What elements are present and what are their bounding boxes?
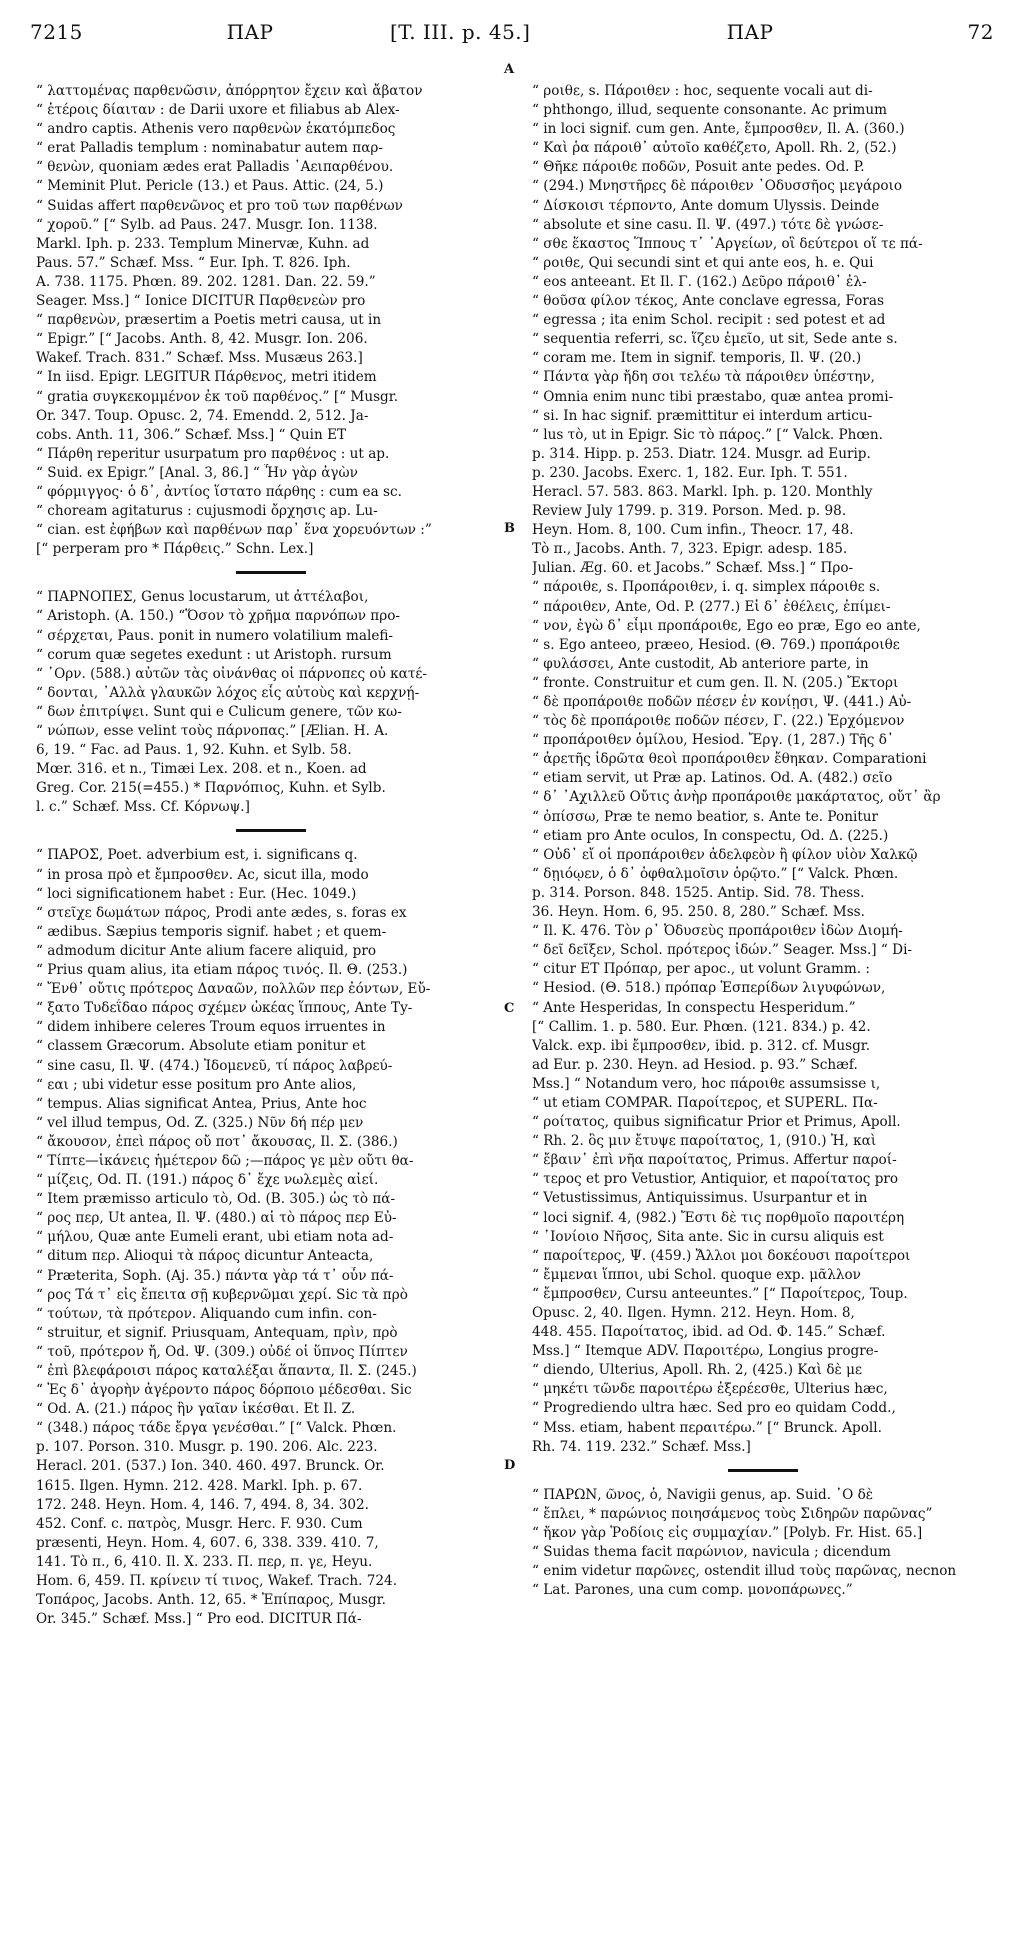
text-line: Seager. Mss.] “ Ionice DICITUR Παρθενεὼν pro (36, 293, 366, 310)
text-line: 36. Heyn. Hom. 6, 95. 250. 8, 280.” Schæf. Mss. (532, 904, 865, 921)
text-line: “ vel illud tempus, Od. Z. (325.) Νῦν δή πέρ μεν (36, 1114, 364, 1131)
text-line: Heyn. Hom. 8, 100. Cum infin., Theocr. 17, 48. (532, 522, 854, 539)
text-line: “ sequentia referri, sc. ἵζευ ἐμεῖο, ut sit, Sede ante s. (532, 331, 898, 348)
text-line: “ τοῦ, πρότερον ἤ, Od. Ψ. (309.) οὐδέ οἱ ὕπνος Πίπτεν (36, 1343, 408, 1360)
text-line: 6, 19. “ Fac. ad Paus. 1, 92. Kuhn. et Sylb. 58. (36, 742, 352, 759)
text-line: “ θοῦσα φίλον τέκος, Ante conclave egressa, Foras (532, 293, 884, 310)
text-line: Paus. 57.” Schæf. Mss. “ Eur. Iph. T. 826. Iph. (36, 254, 351, 271)
text-line: “ lus τὸ, ut in Epigr. Sic τὸ πάρος.” [“ Valck. Phœn. (532, 426, 883, 443)
text-line: A. 738. 1175. Phœn. 89. 202. 1281. Dan. 22. 59.” (36, 273, 376, 290)
margin-letter-b: B (504, 521, 515, 536)
text-line: “ Præterita, Soph. (Aj. 35.) πάντα γὰρ τά τ᾽ οὖν πά- (36, 1267, 394, 1284)
page-header (30, 20, 994, 60)
text-line: Wakef. Trach. 831.” Schæf. Mss. Musæus 263.] (36, 350, 363, 367)
text-line: “ σέρχεται, Paus. ponit in numero volatilium malefi- (36, 627, 394, 644)
text-line: “ etiam pro Ante oculos, In conspectu, Od. Δ. (225.) (532, 827, 889, 844)
text-line: “ φυλάσσει, Ante custodit, Ab anteriore parte, in (532, 655, 869, 672)
text-line: “ θενὼν, quoniam ædes erat Palladis ᾿Αειπαρθένου. (36, 159, 394, 176)
text-line: “ πάροιθε, s. Προπάροιθεν, i. q. simplex πάροιθε s. (532, 579, 881, 596)
text-line: Opusc. 2, 40. Ilgen. Hymn. 212. Heyn. Hom. 8, (532, 1305, 855, 1321)
text-line: “ σθε ἕκαστος Ἵππους τ᾽ ᾿Αργείων, οἳ δεύτεροι οἵ τε πά- (532, 235, 923, 252)
text-line: p. 107. Porson. 310. Musgr. p. 190. 206. Alc. 223. (36, 1439, 378, 1456)
entry-paros (36, 846, 506, 1629)
text-line: “ eos anteeant. Et Il. Γ. (162.) Δεῦρο πάροιθ᾽ ἐλ- (532, 273, 867, 290)
text-line: “ ροιθε, s. Πάροιθεν : hoc, sequente vocali aut di- (532, 83, 873, 99)
text-line: “ προπάροιθεν ὁμίλου, Hesiod. Ἔργ. (1, 287.) Τῆς δ᾽ (532, 732, 894, 749)
text-line: “ Ante Hesperidas, In conspectu Hesperidum.” (532, 999, 856, 1016)
text-line: “ ἔμπροσθεν, Cursu anteeuntes.” [“ Παροίτερος, Toup. (532, 1285, 908, 1302)
text-line: Or. 347. Toup. Opusc. 2, 74. Emendd. 2, 512. Ja- (36, 407, 369, 424)
text-line: “ μίζεις, Od. Π. (191.) πάρος δ᾽ ἔχε νωλεμὲς αἰεί. (36, 1172, 379, 1189)
text-line: “ egressa ; ita enim Schol. recipit : sed potest et ad (532, 312, 886, 329)
text-line: “ Aristoph. (A. 150.) “Ὅσον τὸ χρῆμα παρνόπων προ- (36, 608, 401, 625)
text-line: “ ἄκουσον, ἐπεὶ πάρος οὔ ποτ᾽ ἄκουσας, Il. Σ. (386.) (36, 1133, 398, 1150)
text-line: “ citur ET Πρόπαρ, per apoc., ut volunt Gramm. : (532, 961, 870, 978)
text-line: “ etiam servit, ut Præ ap. Latinos. Od. A. (482.) σεῖο (532, 770, 893, 787)
text-line: “ Οὐδ᾽ εἴ οἱ προπάροιθεν ἀδελφεὸν ἢ φίλον υἱὸν Χαλκῷ (532, 846, 918, 863)
text-line: “ coram me. Item in signif. temporis, Il. Ψ. (20.) (532, 350, 862, 367)
text-line: “ Meminit Plut. Pericle (13.) et Paus. Attic. (24, 5.) (36, 178, 384, 195)
text-line: “ ἀρετῆς ἱδρῶτα θεοὶ προπάροιθεν ἔθηκαν. Comparationi (532, 751, 927, 768)
text-line: 1615. Ilgen. Hymn. 212. 428. Markl. Iph. p. 67. (36, 1477, 363, 1494)
entry-paroithe (532, 82, 994, 1457)
text-line: “ sine casu, Il. Ψ. (474.) Ἰδομενεῦ, τί πάρος λαβρεύ- (36, 1057, 393, 1074)
text-line: “ Omnia enim nunc tibi præstabo, quæ antea promi- (532, 388, 894, 405)
text-line: “ Θῆκε πάροιθε ποδῶν, Posuit ante pedes. Od. P. (532, 159, 865, 176)
left-running-title: ΠΑΡ (226, 20, 274, 44)
text-line: “ παρθενὼν, præsertim a Poetis metri causa, ut in (36, 312, 382, 329)
text-line: Heracl. 201. (537.) Ion. 340. 460. 497. Brunck. Or. (36, 1458, 385, 1475)
text-line: 172. 248. Heyn. Hom. 4, 146. 7, 494. 8, 34. 302. (36, 1496, 369, 1513)
text-line: “ Vetustissimus, Antiquissimus. Usurpantur et in (532, 1190, 868, 1207)
text-line: “ choream agitaturus : cujusmodi ὄρχησις ap. Lu- (36, 503, 378, 520)
text-line: “ andro captis. Athenis vero παρθενὼν ἑκατόμπεδος (36, 121, 396, 138)
text-line: “ Mss. etiam, habent περαιτέρω.” [“ Brunck. Apoll. (532, 1419, 882, 1436)
text-line: “ Πάντα γὰρ ἤδη σοι τελέω τὰ πάροιθεν ὑπέστην, (532, 369, 875, 386)
text-line: “ στεῖχε δωμάτων πάρος, Prodi ante ædes, s. foras ex (36, 904, 407, 921)
text-line: “ enim videtur παρῶνες, ostendit illud τοὺς παρῶνας, necnon (532, 1563, 957, 1580)
text-line: “ ρος περ, Ut antea, Il. Ψ. (480.) αἱ τὸ πάρος περ Εὐ- (36, 1210, 397, 1227)
text-line: “ struitur, et signif. Priusquam, Antequam, πρὶν, πρὸ (36, 1324, 398, 1341)
text-line: “ Lat. Parones, una cum comp. μονοπάρωνες.” (532, 1582, 853, 1599)
entry-divider (728, 1469, 798, 1472)
text-line: “ admodum dicitur Ante alium facere aliquid, pro (36, 942, 377, 959)
text-line: Review July 1799. p. 319. Porson. Med. p. 98. (532, 503, 847, 520)
text-line: cobs. Anth. 11, 306.” Schæf. Mss.] “ Quin ET (36, 426, 347, 443)
entry-parthenon (36, 82, 506, 559)
text-line: “ εαι ; ubi videtur esse positum pro Ante alios, (36, 1076, 357, 1093)
text-line: “ ΠΑΡΝΟΠΕΣ, Genus locustarum, ut ἀττέλαβοι, (36, 589, 369, 606)
text-line: “ δὲ προπάροιθε ποδῶν πέσεν ἐν κονίῃσι, Ψ. (441.) Αὐ- (532, 694, 912, 710)
text-line: “ Epigr.” [“ Jacobs. Anth. 8, 42. Musgr. Ion. 206. (36, 331, 368, 348)
text-line: “ Od. A. (21.) πάρος ἣν γαῖαν ἱκέσθαι. Et Il. Z. (36, 1401, 356, 1418)
text-line: “ δ᾽ ᾿Αχιλλεῦ Οὔτις ἀνὴρ προπάροιθε μακάρτατος, οὔτ᾽ ἂρ (532, 789, 941, 806)
text-line: Hom. 6, 459. Π. κρίνειν τί τινος, Wakef. Trach. 724. (36, 1573, 398, 1590)
text-line: “ Suid. ex Epigr.” [Anal. 3, 86.] “ Ἦν γὰρ ἀγὼν (36, 464, 358, 481)
text-line: “ πάροιθεν, Ante, Od. P. (277.) Εἰ δ᾽ ἐθέλεις, ἐπίμει- (532, 598, 891, 615)
right-column-number: 72 (967, 20, 994, 44)
text-line: “ δονται, ᾽Αλλὰ γλαυκῶν λόχος εἷς αὐτοὺς καὶ κερχνῄ- (36, 684, 420, 701)
text-line: “ Rh. 2. ὃς μιν ἔτυψε παροίτατος, 1, (910.) Ἠ, καὶ (532, 1133, 877, 1150)
text-line: “ φόρμιγγος· ὁ δ᾽, ἀντίος ἵσταто πάρθης : cum ea sc. (36, 483, 402, 500)
text-line: Greg. Cor. 215(=455.) * Παρνόπιος, Kuhn. et Sylb. (36, 780, 386, 797)
text-line: “ ρος Τά τ᾽ εἰς ἔπειτα σῇ κυβερνῶμαι χερί. Sic τὰ πρὸ (36, 1286, 408, 1303)
text-line: “ ροίτατος, quibus significatur Prior et Primus, Apoll. (532, 1114, 901, 1131)
text-line: “ Πάρθη reperitur usurpatum pro παρθένος : ut ap. (36, 445, 390, 462)
text-line: “ s. Ego anteeo, præeo, Hesiod. (Θ. 769.) προπάροιθε (532, 636, 900, 653)
text-line: “ χοροῦ.” [“ Sylb. ad Paus. 247. Musgr. Ion. 1138. (36, 216, 378, 233)
margin-letter-c: C (504, 1001, 515, 1016)
text-line: “ ditum περ. Alioqui τὰ πάρος dicuntur Anteacta, (36, 1248, 374, 1265)
text-line: “ Item præmisso articulo τὸ, Od. (B. 305.) ὡς τὸ πά- (36, 1191, 396, 1208)
text-line: “ phthongo, illud, sequente consonante. Ac primum (532, 102, 887, 119)
text-line: Rh. 74. 119. 232.” Schæf. Mss.] (532, 1438, 751, 1455)
text-line: “ ἔβαιν᾽ ἐπὶ νῆα παροίτατος, Primus. Affertur παροί- (532, 1152, 897, 1169)
entry-divider (236, 571, 306, 574)
text-line: “ ὀπίσσω, Præ te nemo beatior, s. Ante te. Ponitur (532, 808, 879, 825)
text-line: Markl. Iph. p. 233. Templum Minervæ, Kuhn. ad (36, 235, 370, 252)
text-line: “ ξατο Τυδεΐδαο πάρος σχέμεν ὠκέας ἵππους, Ante Ty- (36, 1000, 413, 1017)
text-line: “ δων ἐπιτρίψει. Sunt qui e Culicum genere, τῶν κω- (36, 703, 402, 720)
text-line: p. 314. Hipp. p. 253. Diatr. 124. Musgr. ad Eurip. (532, 445, 871, 462)
text-line: “ τούτων, τὰ πρότερον. Aliquando cum infin. con- (36, 1305, 377, 1322)
text-line: “ classem Græcorum. Absolute etiam ponitur et (36, 1038, 366, 1055)
volume-page-reference: [T. III. p. 45.] (390, 20, 531, 44)
text-line: “ ΠΑΡΟΣ, Poet. adverbium est, i. significans q. (36, 847, 358, 864)
text-line: “ Suidas thema facit παρώνιον, navicula ; dicendum (532, 1544, 891, 1561)
text-line: “ ἤκον γὰρ Ῥοδίοις εἰς συμμαχίαν.” [Polyb. Fr. Hist. 65.] (532, 1524, 923, 1541)
text-line: “ ᾿Ορν. (588.) αὐτῶν τὰς οἰνάνθας οἱ πάρνοπες οὐ κατέ- (36, 665, 427, 682)
text-line: p. 314. Porson. 848. 1525. Antip. Sid. 78. Thess. (532, 884, 865, 901)
text-line: “ τερος et pro Vetustior, Antiquior, et παροίτατος pro (532, 1171, 899, 1188)
text-line: “ in loci signif. cum gen. Ante, ἔμπροσθεν, Il. A. (360.) (532, 121, 905, 138)
text-line: Τοπάρος, Jacobs. Anth. 12, 65. * Ἐπίπαρος, Musgr. (36, 1592, 386, 1609)
text-line: “ ut etiam COMPAR. Παροίτερος, et SUPERL. Πα- (532, 1094, 878, 1111)
text-line: “ νώπων, esse velint τοὺς πάρνοπας.” [Ælian. H. A. (36, 723, 389, 739)
text-line: [“ Callim. 1. p. 580. Eur. Phœn. (121. 834.) p. 42. (532, 1018, 871, 1035)
text-line: l. c.” Schæf. Mss. Cf. Κόρνωψ.] (36, 799, 250, 816)
text-line: “ ΠΑΡΩΝ, ῶνος, ὁ, Navigii genus, ap. Suid. ᾿Ο δὲ (532, 1486, 874, 1503)
text-line: “ absolute et sine casu. Il. Ψ. (497.) τότε δὲ γνώσε- (532, 216, 884, 233)
text-line: “ Τίπτε—ἱκάνεις ἡμέτερον δῶ ;—πάρος γε μὲν οὔτι θα- (36, 1152, 414, 1169)
text-line: Julian. Æg. 60. et Jacobs.” Schæf. Mss.] “ Προ- (532, 560, 854, 577)
text-line: “ Ἔνθ᾽ οὔτις πρότερος Δαναῶν, πολλῶν περ ἐόντων, Εὔ- (36, 981, 431, 998)
text-line: “ Δίσκοισι τέρποντο, Ante domum Ulyssis. Deinde (532, 197, 880, 214)
text-line: “ Il. K. 476. Τὸν ρ᾽ Ὀδυσεὺς προπάροιθεν ἰδὼν Διομή- (532, 923, 903, 940)
text-line: “ Καὶ ῥα πάροιθ᾽ αὐτοῖο καθέζετο, Apoll. Rh. 2, (52.) (532, 140, 897, 157)
text-line: “ ᾿Ιονίοιο Νῆσος, Sita ante. Sic in cursu aliquis est (532, 1228, 884, 1245)
text-line: [“ perperam pro * Πάρθεις.” Schn. Lex.] (36, 541, 314, 558)
text-line: “ παροίτερος, Ψ. (459.) Ἄλλοι μοι δοκέουσι παροίτεροι (532, 1247, 911, 1264)
text-line: “ μηκέτι τῶνδε παροιτέρω ἐξερέεσθε, Ulterius hæc, (532, 1381, 888, 1398)
text-line: “ cian. est ἐφήβων καὶ παρθένων παρ᾽ ἕνα χορευόντων :” (36, 522, 432, 539)
text-line: Or. 345.” Schæf. Mss.] “ Pro eod. DICITUR Πά- (36, 1611, 362, 1628)
text-line: “ λαττομένας παρθενῶσιν, ἀπόρρητον ἔχειν καὶ ἄβατον (36, 83, 423, 99)
entry-paron (532, 1486, 994, 1601)
margin-letter-d: D (504, 1458, 516, 1473)
right-column (532, 82, 994, 1600)
text-line: “ tempus. Alias significat Antea, Prius, Ante hoc (36, 1095, 367, 1112)
text-line: præsenti, Heyn. Hom. 4, 607. 6, 338. 339. 410. 7, (36, 1534, 379, 1551)
text-line: “ Progrediendo ultra hæc. Sed pro eo quidam Codd., (532, 1400, 896, 1417)
text-line: Mœr. 316. et n., Timæi Lex. 208. et n., Koen. ad (36, 761, 367, 778)
margin-letter-a: A (504, 62, 515, 77)
text-line: “ τὸς δὲ προπάροιθε ποδῶν πέσεν, Γ. (22.) Ἐρχόμενον (532, 713, 905, 730)
text-line: “ δῃιόῳεν, ὁ δ᾽ ὀφθαλμοῖσιν ὁρῷτο.” [“ Valck. Phœn. (532, 865, 899, 882)
text-line: p. 230. Jacobs. Exerc. 1, 182. Eur. Iph. T. 551. (532, 464, 848, 481)
right-running-title: ΠΑΡ (726, 20, 774, 44)
text-line: “ loci significationem habet : Eur. (Hec. 1049.) (36, 885, 357, 902)
text-line: Heracl. 57. 583. 863. Markl. Iph. p. 120. Monthly (532, 483, 873, 500)
text-line: Τὸ π., Jacobs. Anth. 7, 323. Epigr. adesp. 185. (532, 541, 848, 558)
text-line: “ Hesiod. (Θ. 518.) πρόπαρ Ἑσπερίδων λιγυφώνων, (532, 980, 886, 997)
text-line: “ loci signif. 4, (982.) Ἔστι δὲ τις πορθμοῖο παροιτέρη (532, 1209, 905, 1226)
text-line: “ erat Palladis templum : nominabatur autem παρ- (36, 140, 383, 157)
text-line: “ gratia συγκεκομμένον ἐκ τοῦ παρθένος.” [“ Musgr. (36, 388, 399, 405)
text-line: “ didem inhibere celeres Troum equos irruentes in (36, 1019, 386, 1036)
text-line: Valck. exp. ibi ἔμπροσθεν, ibid. p. 312. cf. Musgr. (532, 1037, 871, 1054)
text-line: ad Eur. p. 230. Heyn. ad Hesiod. p. 93.” Schæf. (532, 1056, 858, 1073)
entry-parnopes (36, 588, 506, 817)
text-line: “ μήλου, Quæ ante Eumeli erant, ubi etiam nota ad- (36, 1229, 394, 1246)
text-line: “ Prius quam alius, ita etiam πάρος τινός. Il. Θ. (253.) (36, 962, 408, 979)
text-line: “ Ἐς δ᾽ ἀγορὴν ἀγέροντο πάρος δόρποιο μέδεσθαι. Sic (36, 1382, 412, 1399)
text-line: 448. 455. Παροίτατος, ibid. ad Od. Φ. 145.” Schæf. (532, 1324, 886, 1341)
text-line: 452. Conf. c. πατρὸς, Musgr. Herc. F. 930. Cum (36, 1515, 363, 1532)
left-column (36, 82, 506, 1629)
left-column-number: 7215 (30, 20, 83, 44)
text-line: 141. Τὸ π., 6, 410. Il. X. 233. Π. περ, π. γε, Heyu. (36, 1553, 373, 1570)
text-line: “ νον, ἐγὼ δ᾽ εἶμι προπάροιθε, Ego eo præ, Ego eo ante, (532, 617, 921, 634)
text-line: “ in prosa πρὸ et ἔμπροσθεν. Ac, sicut illa, modo (36, 866, 369, 883)
text-line: “ In iisd. Epigr. LEGITUR Πάρθενος, metri itidem (36, 369, 377, 386)
text-line: “ ἐπὶ βλεφάροισι πάρος καταλέξαι ἅπαντα, Il. Σ. (245.) (36, 1363, 417, 1379)
text-line: Mss.] “ Notandum vero, hoc πάροιθε assumsisse ι, (532, 1075, 881, 1092)
text-line: “ corum quæ segetes exedunt : ut Aristoph. rursum (36, 646, 392, 663)
text-line: “ si. In hac signif. præmittitur ei interdum articu- (532, 407, 873, 424)
text-line: “ diendo, Ulterius, Apoll. Rh. 2, (425.) Καὶ δὲ με (532, 1362, 863, 1379)
text-line: Mss.] “ Itemque ADV. Παροιτέρω, Longius progre- (532, 1343, 879, 1360)
text-line: “ ædibus. Sæpius temporis signif. habet ; et quem- (36, 923, 387, 940)
text-line: “ (348.) πάρος τάδε ἔργα γενέσθαι.” [“ Valck. Phœn. (36, 1420, 397, 1437)
entry-divider (236, 829, 306, 832)
text-line: “ (294.) Μνηστῆρες δὲ πάροιθεν ᾿Οδυσσῆος μεγάροιο (532, 178, 903, 195)
text-line: “ ἔπλει, * παρώνιος ποιησάμενος τοὺς Σιδηρῶν παρῶνας” (532, 1505, 933, 1522)
text-line: “ ἑτέροις δίαιταν : de Darii uxore et filiabus ab Alex- (36, 102, 400, 119)
text-line: “ fronte. Construitur et cum gen. Il. N. (205.) Ἔκτορι (532, 674, 899, 691)
text-line: “ ἔμμεναι ἵπποι, ubi Schol. quoque exp. μᾶλλον (532, 1266, 861, 1283)
text-line: “ δεῖ δεῖξεν, Schol. πρότερος ἰδών.” Seager. Mss.] “ Di- (532, 942, 913, 959)
text-line: “ Suidas affert παρθενῶνος et pro τοῦ των παρθένων (36, 197, 403, 214)
text-line: “ ροιθε, Qui secundi sint et qui ante eos, h. e. Qui (532, 254, 874, 271)
